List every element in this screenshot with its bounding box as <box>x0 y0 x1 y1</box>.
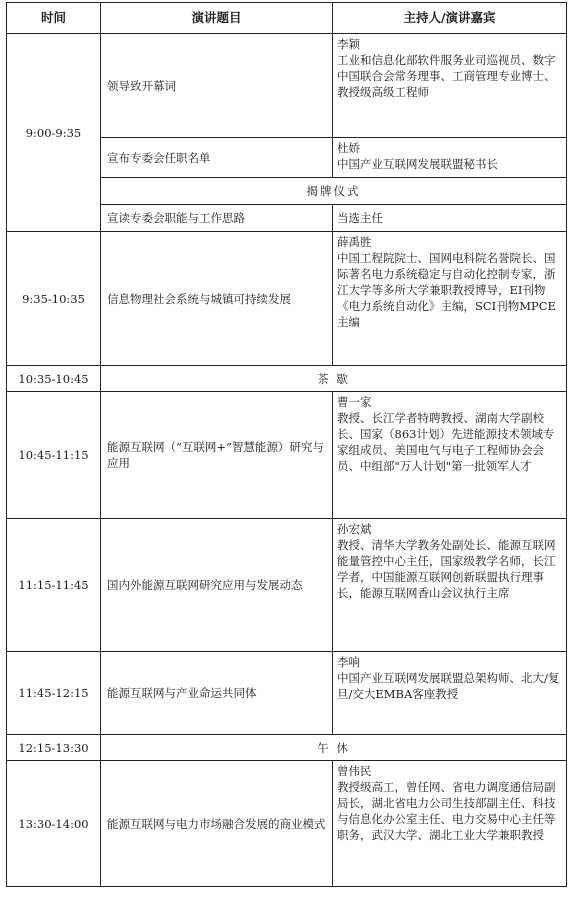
header-time: 时间 <box>7 3 101 34</box>
header-host: 主持人/演讲嘉宾 <box>333 3 567 34</box>
host-name: 当选主任 <box>337 211 383 225</box>
topic-cell: 能源互联网与产业命运共同体 <box>101 652 333 735</box>
host-desc: 中国工程院院士、国网电科院名誉院长、国际著名电力系统稳定与自动化控制专家，浙江大学等多所大学兼职教授博导，EI刊物《电力系统自动化》主编，SCI刊物MPCE主编 <box>337 251 556 329</box>
topic-cell: 宣布专委会任职名单 <box>101 138 333 178</box>
topic-cell: 国内外能源互联网研究应用与发展动态 <box>101 519 333 652</box>
host-cell <box>333 205 567 232</box>
header-topic: 演讲题目 <box>101 3 333 34</box>
host-name: 孙宏斌 <box>337 522 372 536</box>
time-cell: 12:15-13:30 <box>7 735 101 761</box>
time-cell: 13:30-14:00 <box>7 761 101 887</box>
table-row <box>7 652 567 735</box>
time-cell: 10:35-10:45 <box>7 366 101 392</box>
table-row <box>7 34 567 138</box>
ceremony-cell: 揭牌仪式 <box>101 178 567 205</box>
host-name: 李响 <box>337 655 360 669</box>
time-cell: 9:00-9:35 <box>7 34 101 232</box>
topic-cell: 宣读专委会职能与工作思路 <box>101 205 333 232</box>
topic-cell: 领导致开幕词 <box>101 34 333 138</box>
table-row <box>7 519 567 652</box>
topic-cell: 能源互联网与电力市场融合发展的商业模式 <box>101 761 333 887</box>
topic-cell: 信息物理社会系统与城镇可持续发展 <box>101 232 333 366</box>
host-name: 曹一家 <box>337 395 372 409</box>
header-row <box>7 3 567 34</box>
table-row <box>7 761 567 887</box>
host-desc: 教授级高工，曾任网、省电力调度通信局副局长，湖北省电力公司生技部副主任、科技与信息化办公室主任、电力交易中心主任等职务，武汉大学、湖北工业大学兼职教授 <box>337 780 556 842</box>
host-desc: 工业和信息化部软件服务业司巡视员、数字中国联合会常务理事、工商管理专业博士、教授级高级工程师 <box>337 53 556 99</box>
time-cell: 10:45-11:15 <box>7 392 101 519</box>
lunch-cell: 午 休 <box>101 735 567 761</box>
host-name: 杜娇 <box>337 141 360 155</box>
table-row <box>7 366 567 392</box>
break-cell: 茶 歇 <box>101 366 567 392</box>
time-cell: 11:15-11:45 <box>7 519 101 652</box>
host-cell <box>333 34 567 138</box>
host-cell <box>333 138 567 178</box>
time-cell: 11:45-12:15 <box>7 652 101 735</box>
host-cell <box>333 519 567 652</box>
host-name: 薛禹胜 <box>337 235 372 249</box>
table-row <box>7 232 567 366</box>
host-desc: 中国产业互联网发展联盟总架构师、北大/复旦/交大EMBA客座教授 <box>337 671 560 701</box>
agenda-table <box>6 2 567 887</box>
time-cell: 9:35-10:35 <box>7 232 101 366</box>
table-row <box>7 392 567 519</box>
host-cell <box>333 392 567 519</box>
topic-cell: 能源互联网（“互联网+”智慧能源）研究与应用 <box>101 392 333 519</box>
host-name: 李颖 <box>337 37 360 51</box>
host-cell <box>333 652 567 735</box>
table-row <box>7 735 567 761</box>
host-name: 曾伟民 <box>337 764 372 778</box>
host-desc: 教授、长江学者特聘教授、湖南大学副校长、国家（863计划）先进能源技术领域专家组成员、美国电气与电子工程师协会会员、中组部"万人计划"第一批领军人才 <box>337 411 555 473</box>
host-cell <box>333 232 567 366</box>
host-desc: 中国产业互联网发展联盟秘书长 <box>337 157 498 171</box>
host-desc: 教授、清华大学教务处副处长、能源互联网能量管控中心主任，国家级教学名师，长江学者，中国能源互联网创新联盟执行理事长，能源互联网香山会议执行主席 <box>337 538 556 600</box>
host-cell <box>333 761 567 887</box>
